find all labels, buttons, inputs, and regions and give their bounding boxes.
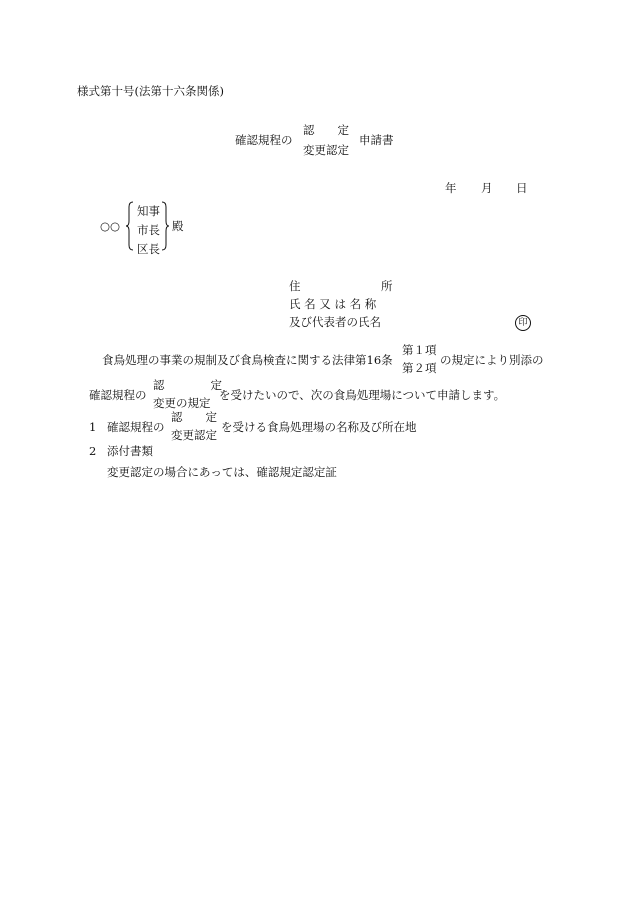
name-label-line1: 氏 名 又 は 名 称 [289, 297, 377, 311]
addressee-prefix: ○○ [100, 219, 121, 233]
seal-mark: 印 [515, 315, 531, 331]
title-suffix: 申請書 [359, 133, 394, 147]
title-prefix: 確認規程の [235, 133, 293, 147]
date-year: 年 [445, 181, 457, 195]
addressee-option-governor: 知事 [137, 204, 160, 218]
body-line1-after: の規定により別添の [440, 353, 544, 367]
addressee-suffix: 殿 [172, 219, 184, 233]
title-options [303, 125, 349, 156]
item1-number: 1 [89, 420, 97, 434]
body-line1-text: 食鳥処理の事業の規制及び食鳥検査に関する法律第16条 [102, 353, 393, 367]
clause-option-2: 第２項 [402, 360, 437, 375]
clause-option-1: 第１項 [402, 343, 437, 357]
title-option-bottom: 変更認定 [303, 142, 349, 157]
addressee-option-mayor: 市長 [137, 223, 160, 237]
addressee-options [137, 202, 160, 259]
name-label-line2: 及び代表者の氏名 [289, 315, 381, 329]
body-line2-option-bottom: 変更の規定 [153, 395, 211, 410]
item2-label: 添付書類 [107, 444, 153, 458]
left-bracket [125, 201, 135, 251]
item1-prefix: 確認規程の [107, 420, 165, 434]
addressee-option-ward-chief: 区長 [137, 242, 160, 256]
item1-after: を受ける食鳥処理場の名称及び所在地 [221, 420, 417, 434]
body-line2-prefix: 確認規程の [89, 388, 147, 402]
address-label: 住 所 [289, 279, 393, 293]
clause-options [402, 345, 437, 374]
item2-note: 変更認定の場合にあっては、確認規定認定証 [107, 465, 337, 479]
item2-number: 2 [89, 444, 97, 458]
item1-options [171, 412, 217, 441]
item1-option-bottom: 変更認定 [171, 427, 217, 442]
body-line2-option-top: 認 定 [153, 378, 222, 392]
title-option-top: 認 定 [303, 123, 349, 137]
body-line2-after: を受けたいので、次の食鳥処理場について申請します。 [219, 388, 506, 402]
date-month: 月 [481, 181, 493, 195]
form-number-header: 様式第十号(法第十六条関係) [77, 84, 224, 98]
item1-option-top: 認 定 [171, 410, 217, 424]
date-day: 日 [516, 181, 528, 195]
body-line2-options [153, 380, 222, 409]
right-bracket [160, 201, 170, 251]
